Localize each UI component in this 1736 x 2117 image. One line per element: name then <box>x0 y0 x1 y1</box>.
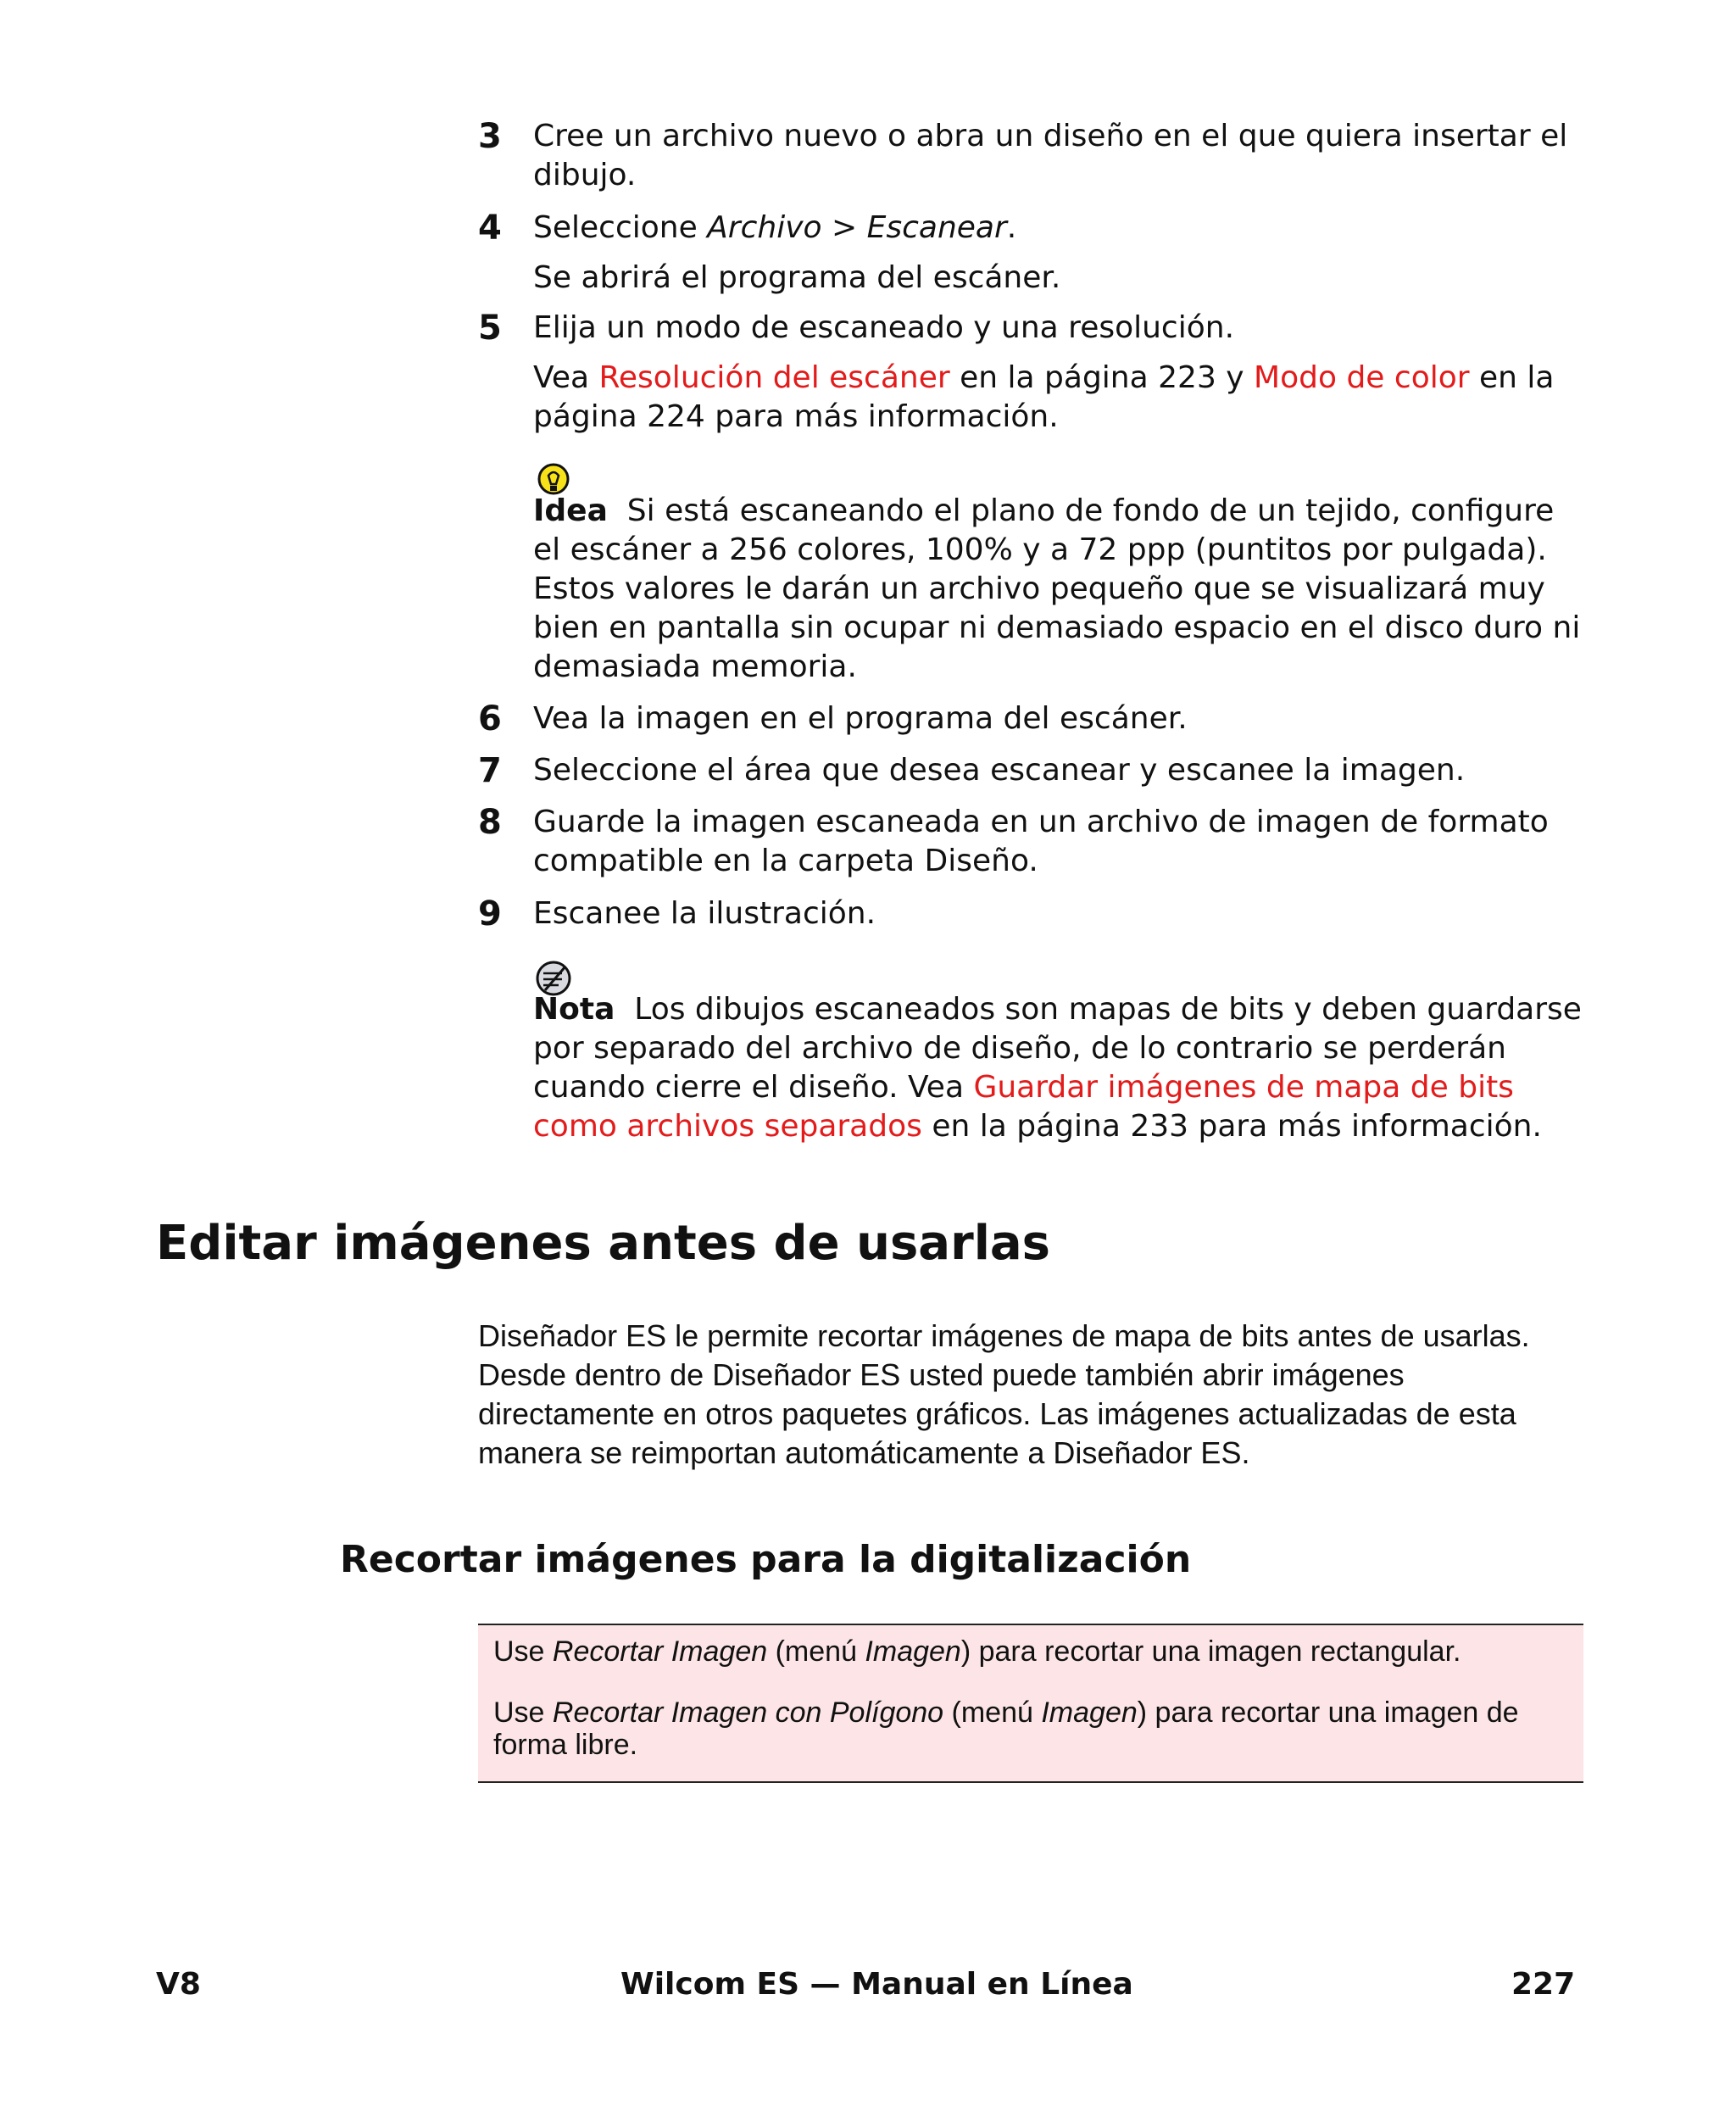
menu-name: Imagen <box>1041 1696 1138 1729</box>
step-text: Seleccione el área que desea escanear y escanee la imagen. <box>533 753 1466 788</box>
step-number: 6 <box>478 699 502 738</box>
note-text-post: en la página 233 para más información. <box>921 1109 1542 1144</box>
footer-title: Wilcom ES — Manual en Línea <box>620 1967 1133 2002</box>
idea-label: Idea <box>533 493 608 528</box>
menu-archivo: Archivo <box>707 210 822 245</box>
step-text: Cree un archivo nuevo o abra un diseño en el que quiera insertar el dibujo. <box>533 119 1568 192</box>
menu-name: Imagen <box>865 1635 961 1668</box>
menu-escanear: Escanear <box>866 210 1007 245</box>
tip-post: ) para recortar una imagen de forma libre. <box>493 1696 1519 1761</box>
idea-text-block <box>533 492 1584 687</box>
step-number: 9 <box>478 894 502 933</box>
step-text-post: . <box>1006 210 1017 245</box>
tip-pre: Use <box>493 1696 553 1729</box>
step-number: 3 <box>478 117 502 156</box>
step-text: Elija un modo de escaneado y una resolución. <box>533 310 1235 345</box>
section-title: Editar imágenes antes de usarlas <box>156 1216 1051 1271</box>
step-number: 5 <box>478 309 502 348</box>
step-text <box>533 209 1584 248</box>
tip-mid: (menú <box>767 1635 865 1668</box>
footer-version: V8 <box>156 1967 201 2002</box>
note-label: Nota <box>533 992 615 1027</box>
tip-mid: (menú <box>943 1696 1042 1729</box>
step-subtext <box>533 359 1584 437</box>
tip-pre: Use <box>493 1635 553 1668</box>
subtext-pre: Vea <box>533 360 599 395</box>
step-number: 4 <box>478 209 502 248</box>
step-subtext: Se abrirá el programa del escáner. <box>533 260 1061 295</box>
link-resolucion-escaner[interactable]: Resolución del escáner <box>598 360 950 395</box>
menu-separator: > <box>821 210 867 245</box>
subtext-post: en la página 224 para más información. <box>533 360 1555 434</box>
link-guardar-imagenes[interactable]: Guardar imágenes de mapa de bits como archivos separados <box>533 1070 1514 1144</box>
link-modo-de-color[interactable]: Modo de color <box>1254 360 1470 395</box>
tip-line-rectangular <box>493 1635 1570 1668</box>
subtext-mid: en la página 223 y <box>949 360 1255 395</box>
subsection-title: Recortar imágenes para la digitalización <box>340 1538 1192 1581</box>
step-text: Vea la imagen en el programa del escáner. <box>533 701 1188 736</box>
tool-name: Recortar Imagen <box>552 1635 768 1668</box>
step-number: 8 <box>478 803 502 842</box>
step-text: Escanee la ilustración. <box>533 896 876 931</box>
tool-tip-box <box>478 1624 1583 1783</box>
idea-text: Si está escaneando el plano de fondo de un tejido, configure el escáner a 256 colores, 100% y a 72 ppp (puntitos por pulgada). Estos valores le darán un archivo pequeño que se visualizará muy bien en pantalla sin ocupar ni demasiado espacio en el disco duro ni demasiada memoria. <box>533 493 1581 684</box>
footer-page-number: 227 <box>1511 1967 1576 2002</box>
tip-line-polygon <box>493 1696 1570 1761</box>
tool-name: Recortar Imagen con Polígono <box>552 1696 944 1729</box>
tip-post: ) para recortar una imagen rectangular. <box>960 1635 1461 1668</box>
step-number: 7 <box>478 751 502 790</box>
note-text: Los dibujos escaneados son mapas de bits y deben guardarse por separado del archivo de diseño, de lo contrario se perderán cuando cierre el diseño. Vea <box>533 992 1582 1105</box>
step-text: Guarde la imagen escaneada en un archivo de imagen de formato compatible en la carpeta Diseño. <box>533 805 1549 878</box>
note-text-block <box>533 990 1584 1146</box>
intro-paragraph: Diseñador ES le permite recortar imágenes de mapa de bits antes de usarlas. Desde dentro de Diseñador ES usted puede también abrir imágenes directamente en otros paquetes gráficos. Las imágenes actualizadas de esta manera se reimportan automáticamente a Diseñador ES. <box>478 1318 1530 1470</box>
step-text-pre: Seleccione <box>533 210 708 245</box>
